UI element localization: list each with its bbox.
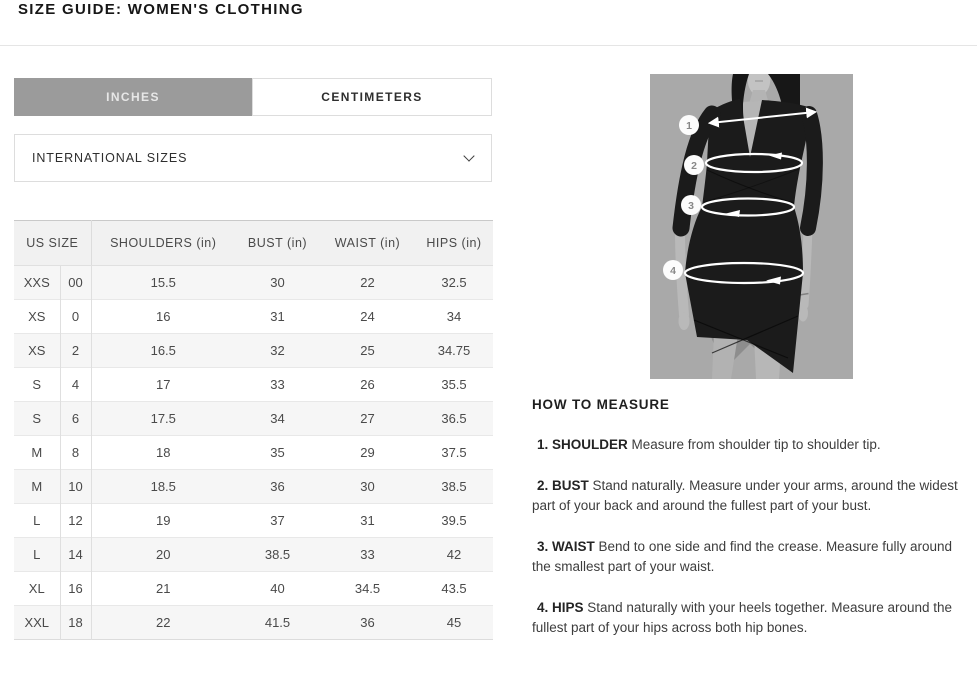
chevron-down-icon [463,150,474,161]
shoulders-cell: 19 [91,504,235,538]
hips-cell: 35.5 [415,368,493,402]
table-row [14,368,493,402]
size-table [14,220,493,640]
waist-cell: 22 [360,275,375,290]
svg-text:2: 2 [691,159,697,172]
hips-cell: 34.75 [415,334,493,368]
waist-cell: 34.5 [320,572,415,606]
tab-inches[interactable]: INCHES [14,78,252,116]
shoulders-cell: 21 [91,572,235,606]
step-text: Bend to one side and find the crease. Measure fully around the smallest part of your waist. [532,539,953,574]
us-size-number-cell: 14 [60,538,91,572]
svg-text:4: 4 [670,264,676,277]
bust-cell: 36 [235,470,320,504]
waist-cell: 30 [320,470,415,504]
us-size-label-cell: S [14,368,60,402]
svg-text:3: 3 [688,199,694,212]
marker-2 [684,155,704,175]
us-size-number-cell: 10 [60,470,91,504]
us-size-number-cell: 16 [60,572,91,606]
step-label: 1. SHOULDER [537,437,628,452]
page-title: SIZE GUIDE: WOMEN'S CLOTHING [18,1,304,18]
international-sizes-dropdown[interactable] [14,134,492,182]
shoulders-cell: 18 [91,436,235,470]
marker-1 [679,115,699,135]
us-size-label-cell: XS [14,300,60,334]
bust-cell: 37 [235,504,320,538]
measure-step-bust [532,476,965,516]
measure-step-hips [532,598,965,638]
table-row [14,334,493,368]
waist-cell: 26 [320,368,415,402]
bust-cell: 40 [235,572,320,606]
shoulders-cell: 20 [91,538,235,572]
shoulders-cell: 16.5 [91,334,235,368]
dropdown-label: INTERNATIONAL SIZES [32,151,188,165]
waist-cell: 31 [320,504,415,538]
us-size-label-cell: L [14,504,60,538]
hips-cell: 34 [415,300,493,334]
bust-cell: 31 [235,300,320,334]
us-size-number-cell: 6 [60,402,91,436]
table-row [14,572,493,606]
table-row [14,538,493,572]
us-size-number-cell: 0 [60,300,91,334]
hips-cell: 45 [415,606,493,640]
marker-3 [681,195,701,215]
shoulders-cell: 22 [91,606,235,640]
column-header-bust: BUST (in) [235,221,320,266]
waist-cell: 25 [320,334,415,368]
hips-cell: 36.5 [415,402,493,436]
tab-centimeters[interactable]: CENTIMETERS [252,78,492,116]
us-size-label-cell: M [14,436,60,470]
us-size-label-cell: XL [14,572,60,606]
us-size-label-cell: XXS [14,266,60,300]
measure-step-waist [532,537,965,577]
column-header-hips: HIPS (in) [415,221,493,266]
model-photo-illustration [650,74,853,379]
step-label: 4. HIPS [537,600,584,615]
hips-cell: 37.5 [415,436,493,470]
waist-cell: 27 [320,402,415,436]
step-text: Measure from shoulder tip to shoulder tip. [631,437,881,452]
step-text: Stand naturally with your heels together. Measure around the fullest part of your hips across both hip bones. [532,600,953,635]
us-size-number-cell: 18 [60,606,91,640]
bust-cell: 35 [235,436,320,470]
shoulders-cell: 18.5 [91,470,235,504]
bust-cell: 34 [235,402,320,436]
column-header-waist: WAIST (in) [320,221,415,266]
hips-cell: 42 [415,538,493,572]
step-label: 3. WAIST [537,539,595,554]
us-size-label-cell: L [14,538,60,572]
step-label: 2. BUST [537,478,589,493]
table-row [14,470,493,504]
shoulders-cell: 17 [91,368,235,402]
us-size-number-cell: 8 [60,436,91,470]
waist-cell: 29 [320,436,415,470]
hips-cell: 43.5 [415,572,493,606]
marker-4 [663,260,683,280]
table-row [14,300,493,334]
table-row [14,436,493,470]
bust-cell: 32 [235,334,320,368]
waist-cell: 24 [320,300,415,334]
bust-cell: 33 [235,368,320,402]
table-row [14,606,493,640]
measurement-diagram [650,74,853,379]
us-size-number-cell: 2 [60,334,91,368]
measure-step-shoulder [532,435,965,455]
title-divider [0,45,977,46]
shoulders-cell: 15.5 [150,275,176,290]
waist-cell: 36 [320,606,415,640]
us-size-label-cell: S [14,402,60,436]
us-size-label-cell: XS [14,334,60,368]
us-size-label-cell: XXL [14,606,60,640]
hips-cell: 38.5 [415,470,493,504]
column-header-us-size: US SIZE [14,221,91,266]
table-row [14,266,493,300]
table-row [14,504,493,538]
unit-tabs [14,78,492,116]
how-to-measure-section [532,397,965,659]
us-size-number-cell: 12 [60,504,91,538]
us-size-number-cell: 4 [60,368,91,402]
bust-cell: 38.5 [235,538,320,572]
table-row [14,402,493,436]
svg-text:1: 1 [686,119,692,132]
us-size-number-cell: 00 [60,266,91,300]
shoulders-cell: 16 [91,300,235,334]
bust-cell: 30 [270,275,285,290]
hips-cell: 32.5 [441,275,467,290]
table-header-row [14,221,493,266]
shoulders-cell: 17.5 [91,402,235,436]
step-text: Stand naturally. Measure under your arms, around the widest part of your back and around the fullest part of your bust. [532,478,958,513]
bust-cell: 41.5 [235,606,320,640]
hips-cell: 39.5 [415,504,493,538]
waist-cell: 33 [320,538,415,572]
column-header-shoulders: SHOULDERS (in) [91,221,235,266]
how-to-measure-heading: HOW TO MEASURE [532,397,670,412]
us-size-label-cell: M [14,470,60,504]
